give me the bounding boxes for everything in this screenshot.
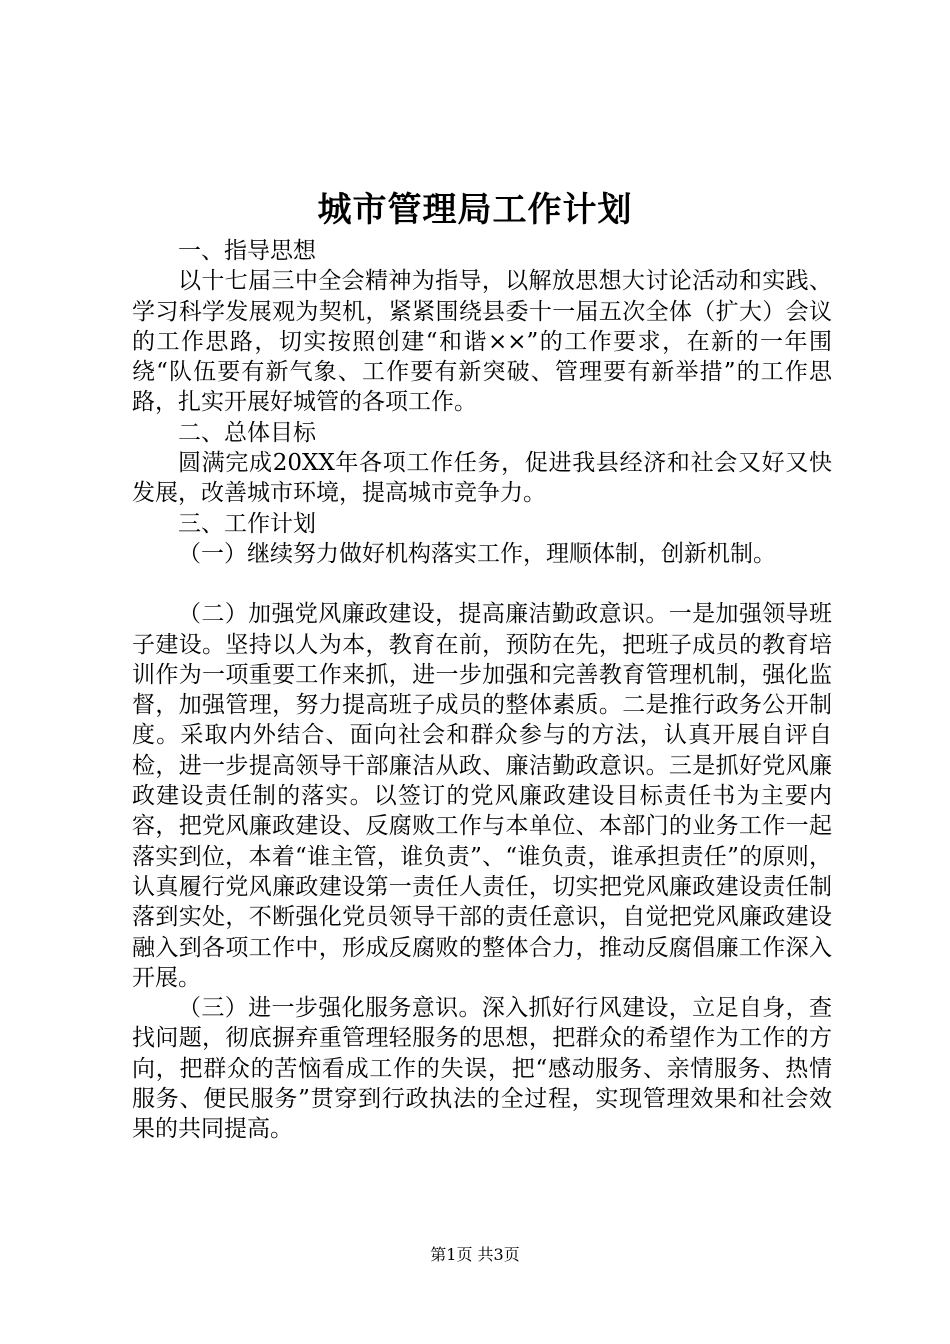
paragraph-plan-item-2: （二）加强党风廉政建设，提高廉洁勤政意识。一是加强领导班子建设。坚持以人为本，教育在前，预防在先，把班子成员的教育培训作为一项重要工作来抓，进一步加强和完善教育管理机制，强化监督，加强管理，努力提高班子成员的整体素质。二是推行政务公开制度。采取内外结合、面向社会和群众参与的方法，认真开展自评自检，进一步提高领导干部廉洁从政、廉洁勤政意识。三是抓好党风廉政建设责任制的落实。以签订的党风廉政建设目标责任书为主要内容，把党风廉政建设、反腐败工作与本单位、本部门的业务工作一起落实到位，本着“谁主管，谁负责”、“谁负责，谁承担责任”的原则，认真履行党风廉政建设第一责任人责任，切实把党风廉政建设责任制落到实处，不断强化党员领导干部的责任意识，自觉把党风廉政建设融入到各项工作中，形成反腐败的整体合力，推动反腐倡廉工作深入开展。 (132, 601, 832, 991)
section-heading-work-plan: 三、工作计划 (178, 510, 316, 537)
paragraph-plan-item-3: （三）进一步强化服务意识。深入抓好行风建设，立足自身，查找问题，彻底摒弃重管理轻服务的思想，把群众的希望作为工作的方向，把群众的苦恼看成工作的失误，把“感动服务、亲情服务、热情服务、便民服务”贯穿到行政执法的全过程，实现管理效果和社会效果的共同提高。 (132, 995, 832, 1143)
section-heading-guiding-ideology: 一、指导思想 (178, 238, 316, 264)
document-body (132, 236, 832, 1145)
document-title: 城市管理局工作计划 (317, 190, 633, 230)
section-heading-overall-goal: 二、总体目标 (178, 419, 316, 446)
paragraph-spacer (132, 569, 832, 599)
paragraph-guiding-ideology: 以十七届三中全会精神为指导，以解放思想大讨论活动和实践、学习科学发展观为契机，紧紧围绕县委十一届五次全体（扩大）会议的工作思路，切实按照创建“和谐××”的工作要求，在新的一年围绕“队伍要有新气象、工作要有新突破、管理要有新举措”的工作思路，扎实开展好城管的各项工作。 (132, 268, 832, 416)
paragraph-plan-item-1: （一）继续努力做好机构落实工作，理顺体制，创新机制。 (178, 540, 776, 567)
paragraph-overall-goal: 圆满完成20XX年各项工作任务，促进我县经济和社会又好又快发展，改善城市环境，提高城市竞争力。 (132, 450, 832, 507)
page-number-footer: 第1页 共3页 (430, 1245, 520, 1264)
